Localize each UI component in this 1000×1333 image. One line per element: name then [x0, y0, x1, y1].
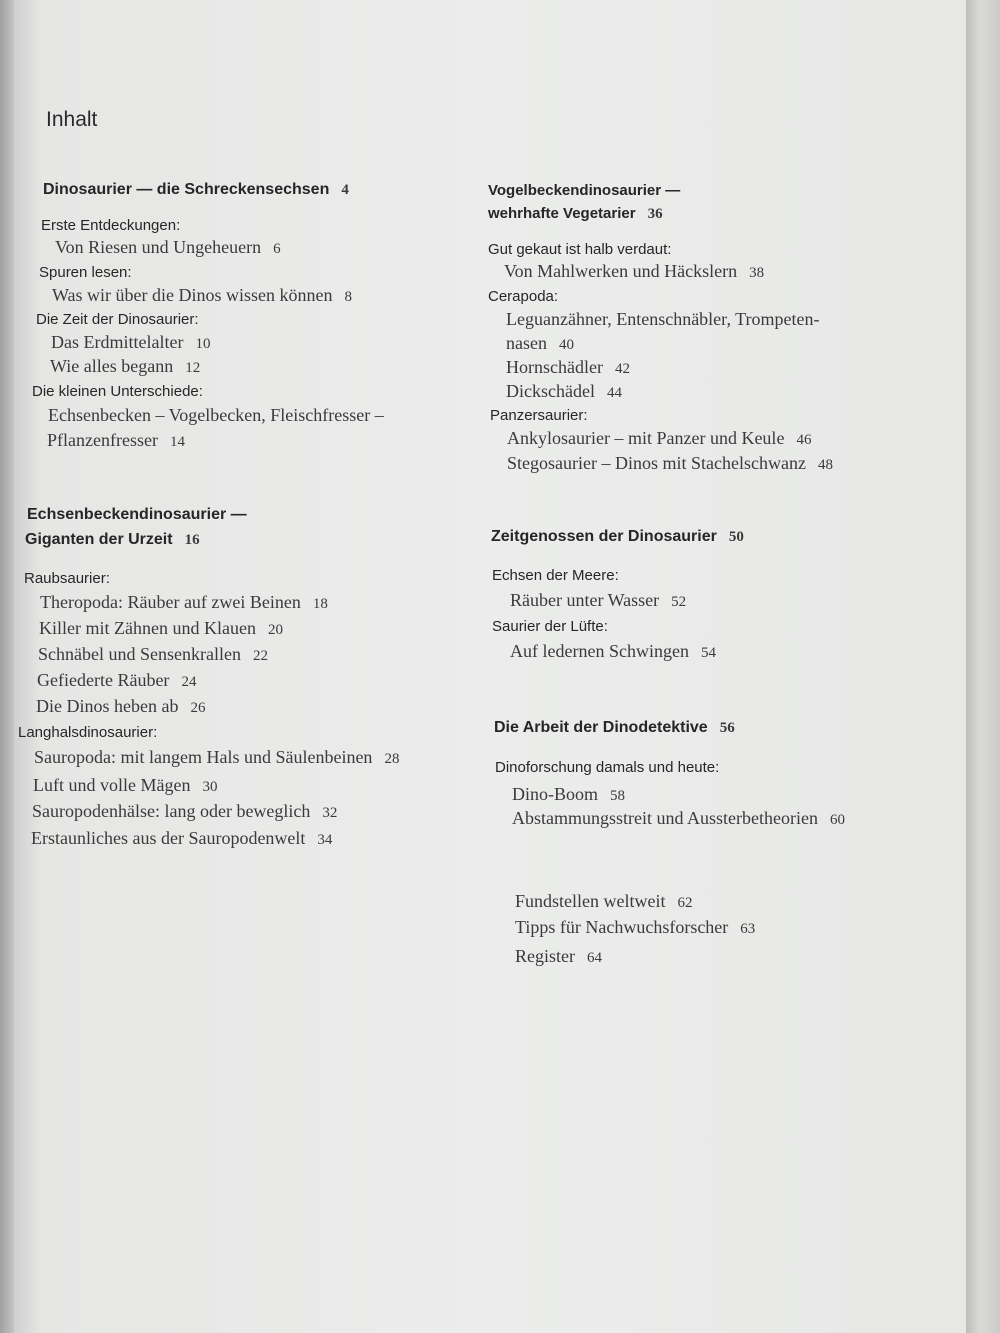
- toc-group-label: Dinoforschung damals und heute:: [495, 759, 720, 776]
- toc-entry[interactable]: [47, 430, 185, 451]
- page-number: 8: [344, 289, 353, 305]
- toc-entry[interactable]: [506, 309, 819, 330]
- entry-text: Dickschädel: [506, 381, 595, 401]
- section-heading-echsenbecken: [27, 506, 247, 524]
- entry-text: Theropoda: Räuber auf zwei Beinen: [40, 592, 301, 612]
- toc-entry[interactable]: [506, 333, 574, 354]
- toc-entry[interactable]: [512, 784, 625, 805]
- page-number: 56: [719, 720, 735, 736]
- page-number: 60: [829, 812, 845, 828]
- toc-entry[interactable]: [504, 261, 764, 282]
- page-number: 42: [614, 361, 630, 377]
- page-number: 40: [558, 337, 574, 353]
- page-number: 44: [606, 385, 622, 401]
- page-number: 14: [169, 434, 185, 450]
- toc-entry[interactable]: [37, 670, 196, 691]
- page-number: 48: [817, 457, 833, 473]
- toc-group-label: Panzersaurier:: [490, 407, 588, 424]
- entry-text: Luft und volle Mägen: [33, 775, 191, 795]
- page-number: 26: [190, 700, 206, 716]
- entry-text: Hornschädler: [506, 357, 603, 377]
- entry-text: Stegosaurier – Dinos mit Stachelschwanz: [507, 453, 806, 473]
- toc-entry[interactable]: [39, 618, 283, 639]
- entry-text: Tipps für Nachwuchsforscher: [515, 917, 729, 937]
- page-number: 16: [184, 532, 200, 548]
- page-number: 58: [610, 788, 626, 804]
- page-number: 4: [341, 182, 349, 198]
- toc-entry[interactable]: [31, 828, 332, 849]
- entry-text: Dino-Boom: [512, 784, 599, 804]
- page-number: 20: [267, 622, 283, 638]
- page-number: 63: [740, 921, 756, 937]
- entry-text: Erstaunliches aus der Sauropodenwelt: [31, 828, 306, 848]
- entry-text: Gefiederte Räuber: [37, 670, 170, 690]
- toc-entry[interactable]: [52, 285, 352, 306]
- entry-text: Abstammungsstreit und Aussterbetheorien: [512, 808, 818, 828]
- section-heading-echsenbecken-line2: [25, 531, 200, 549]
- toc-entry[interactable]: [512, 808, 845, 829]
- page-number: 64: [587, 950, 602, 966]
- entry-text: Echsenbecken – Vogelbecken, Fleischfresser –: [48, 405, 384, 425]
- entry-text: Was wir über die Dinos wissen können: [52, 285, 333, 305]
- entry-text: Das Erdmittelalter: [51, 332, 184, 352]
- toc-entry[interactable]: [506, 381, 622, 402]
- entry-text: Wie alles begann: [50, 356, 174, 376]
- toc-group-label: Langhalsdinosaurier:: [18, 724, 158, 741]
- toc-entry[interactable]: [515, 891, 692, 912]
- toc-entry[interactable]: [32, 801, 337, 822]
- toc-group-label: Gut gekaut ist halb verdaut:: [488, 241, 672, 258]
- entry-text: Leguanzähner, Entenschnäbler, Trompeten-: [506, 309, 820, 329]
- entry-text: Von Riesen und Ungeheuern: [55, 237, 262, 257]
- entry-text: Sauropoda: mit langem Hals und Säulenbeinen: [34, 747, 373, 767]
- entry-text: Sauropodenhälse: lang oder beweglich: [32, 801, 311, 821]
- page-number: 28: [384, 751, 400, 767]
- page-number: 6: [273, 241, 281, 257]
- heading-text: Zeitgenossen der Dinosaurier: [491, 528, 717, 545]
- heading-text: Echsenbeckendinosaurier —: [27, 506, 247, 523]
- toc-group-label: Die Zeit der Dinosaurier:: [36, 311, 199, 328]
- toc-group-label: Cerapoda:: [488, 288, 559, 305]
- heading-text: Dinosaurier — die Schreckensechsen: [43, 181, 330, 198]
- toc-group-label: Raubsaurier:: [24, 570, 110, 587]
- toc-entry[interactable]: [33, 775, 217, 796]
- entry-text: Die Dinos heben ab: [36, 696, 179, 716]
- toc-entry[interactable]: [507, 428, 811, 449]
- entry-text: Schnäbel und Sensenkrallen: [38, 644, 241, 664]
- entry-text: Von Mahlwerken und Häckslern: [504, 261, 738, 281]
- entry-text: Register: [515, 946, 575, 966]
- toc-group-label: Spuren lesen:: [39, 264, 132, 281]
- page-number: 38: [749, 265, 765, 281]
- page-number: 46: [796, 432, 812, 448]
- heading-text: Die Arbeit der Dinodetektive: [494, 719, 708, 736]
- page-number: 30: [202, 779, 218, 795]
- entry-text: Auf ledernen Schwingen: [510, 641, 689, 661]
- toc-entry[interactable]: [510, 641, 716, 662]
- toc-entry[interactable]: [48, 405, 384, 426]
- entry-text: Pflanzenfresser: [47, 430, 158, 450]
- section-heading-zeitgenossen: [491, 528, 744, 546]
- page-number: 24: [181, 674, 197, 690]
- entry-text: nasen: [506, 333, 547, 353]
- section-heading-dinosaurier: [43, 181, 349, 199]
- toc-entry[interactable]: [34, 747, 399, 768]
- heading-text: Giganten der Urzeit: [25, 531, 173, 548]
- entry-text: Ankylosaurier – mit Panzer und Keule: [507, 428, 785, 448]
- entry-text: Killer mit Zähnen und Klauen: [39, 618, 256, 638]
- entry-text: Fundstellen weltweit: [515, 891, 666, 911]
- toc-entry[interactable]: [40, 592, 328, 613]
- page-number: 50: [728, 529, 744, 545]
- page-number: 34: [317, 832, 333, 848]
- toc-entry[interactable]: [38, 644, 268, 665]
- toc-group-label: Die kleinen Unterschiede:: [32, 383, 203, 400]
- heading-text: Vogelbeckendinosaurier —: [488, 182, 681, 199]
- page-number: 12: [185, 360, 201, 376]
- book-page: [14, 0, 966, 1333]
- heading-text: wehrhafte Vegetarier: [488, 205, 636, 222]
- page-number: 10: [195, 336, 211, 352]
- section-heading-vogelbecken: [488, 182, 680, 199]
- page-number: 18: [312, 596, 328, 612]
- toc-entry[interactable]: [515, 946, 602, 967]
- entry-text: Räuber unter Wasser: [510, 590, 660, 610]
- page-gutter-shadow: [0, 0, 14, 1333]
- toc-group-label: Saurier der Lüfte:: [492, 618, 608, 635]
- toc-entry[interactable]: [515, 917, 755, 938]
- toc-entry[interactable]: [50, 356, 200, 377]
- toc-entry[interactable]: [55, 237, 281, 258]
- toc-entry[interactable]: [36, 696, 205, 717]
- page-number: 54: [700, 645, 716, 661]
- page-number: 22: [252, 648, 268, 664]
- page-edge: [966, 0, 1000, 1333]
- page-number: 32: [322, 805, 338, 821]
- section-heading-vogelbecken-line2: [488, 205, 663, 223]
- page-number: 52: [671, 594, 687, 610]
- toc-group-label: Erste Entdeckungen:: [41, 217, 181, 234]
- page-title: Inhalt: [46, 108, 98, 131]
- toc-group-label: Echsen der Meere:: [492, 567, 619, 584]
- toc-entry[interactable]: [51, 332, 210, 353]
- section-heading-dinodetektive: [494, 719, 735, 737]
- toc-entry[interactable]: [510, 590, 686, 611]
- page-number: 62: [677, 895, 693, 911]
- page-number: 36: [647, 206, 663, 222]
- toc-entry[interactable]: [507, 453, 833, 474]
- toc-entry[interactable]: [506, 357, 630, 378]
